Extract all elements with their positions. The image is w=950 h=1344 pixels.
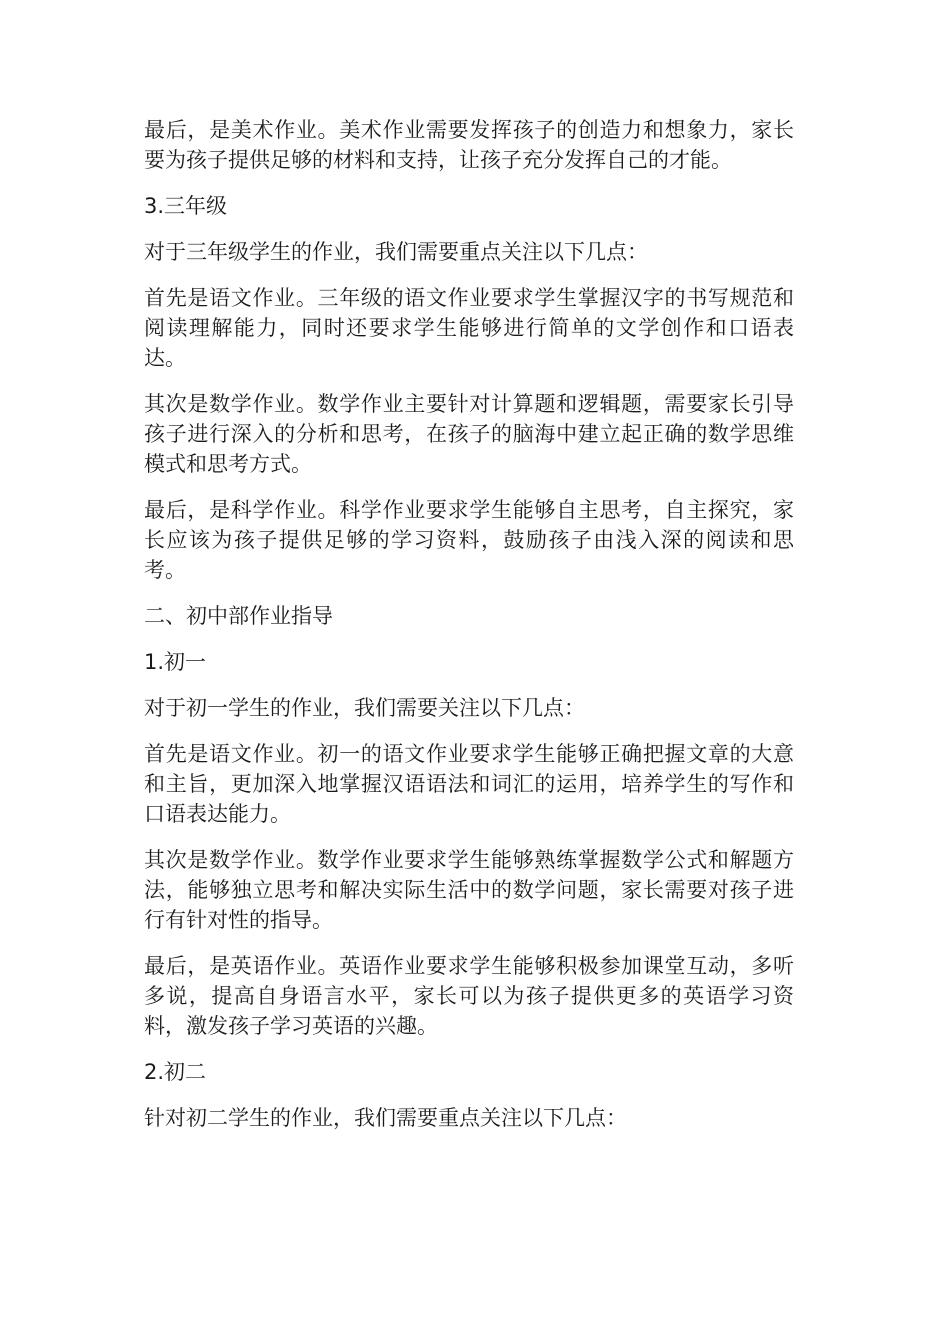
heading-grade-three: 3.三年级	[144, 194, 228, 218]
paragraph-grade-seven-chinese: 首先是语文作业。初一的语文作业要求学生能够正确把握文章的大意和主旨，更加深入地掌握汉语语法和词汇的运用，培养学生的写作和口语表达能力。	[144, 742, 794, 826]
heading-grade-eight: 2.初二	[144, 1060, 207, 1084]
heading-grade-seven: 1.初一	[144, 650, 207, 674]
paragraph-art-homework: 最后，是美术作业。美术作业需要发挥孩子的创造力和想象力，家长要为孩子提供足够的材料和支持，让孩子充分发挥自己的才能。	[144, 118, 794, 172]
paragraph-grade-three-science: 最后，是科学作业。科学作业要求学生能够自主思考，自主探究，家长应该为孩子提供足够的学习资料，鼓励孩子由浅入深的阅读和思考。	[144, 498, 794, 582]
paragraph-grade-three-chinese: 首先是语文作业。三年级的语文作业要求学生掌握汉字的书写规范和阅读理解能力，同时还要求学生能够进行简单的文学创作和口语表达。	[144, 286, 794, 370]
paragraph-grade-eight-intro: 针对初二学生的作业，我们需要重点关注以下几点：	[144, 1106, 627, 1130]
paragraph-grade-seven-math: 其次是数学作业。数学作业要求学生能够熟练掌握数学公式和解题方法，能够独立思考和解决实际生活中的数学问题，家长需要对孩子进行有针对性的指导。	[144, 848, 794, 932]
paragraph-grade-three-intro: 对于三年级学生的作业，我们需要重点关注以下几点：	[144, 240, 648, 264]
heading-middle-school: 二、初中部作业指导	[144, 604, 333, 628]
paragraph-grade-seven-english: 最后，是英语作业。英语作业要求学生能够积极参加课堂互动，多听多说，提高自身语言水平，家长可以为孩子提供更多的英语学习资料，激发孩子学习英语的兴趣。	[144, 954, 794, 1038]
document-body	[144, 115, 794, 1149]
paragraph-grade-seven-intro: 对于初一学生的作业，我们需要关注以下几点：	[144, 696, 585, 720]
paragraph-grade-three-math: 其次是数学作业。数学作业主要针对计算题和逻辑题，需要家长引导孩子进行深入的分析和思考，在孩子的脑海中建立起正确的数学思维模式和思考方式。	[144, 392, 794, 476]
